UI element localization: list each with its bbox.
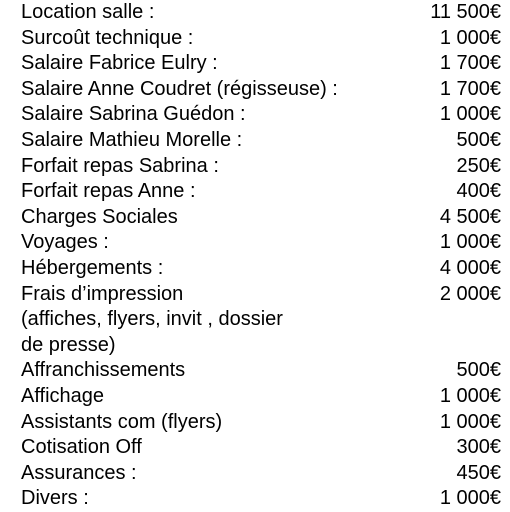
budget-row [0, 77, 510, 103]
item-amount: 450€ [456, 461, 501, 484]
item-label: Salaire Mathieu Morelle : [21, 129, 243, 151]
item-label: Cotisation Off [21, 436, 142, 459]
budget-row-continuation [0, 307, 510, 333]
budget-row [0, 486, 510, 512]
item-label: Forfait repas Anne : [21, 180, 196, 203]
budget-row [0, 179, 510, 205]
item-amount: 1 000€ [439, 410, 501, 433]
item-amount: 4 500€ [439, 205, 501, 228]
budget-row [0, 51, 510, 77]
item-amount: 2 000€ [439, 282, 501, 305]
item-label: Forfait repas Sabrina : [21, 154, 219, 177]
budget-row [0, 154, 510, 180]
item-label: Location salle : [21, 1, 155, 23]
item-label: Affichage [21, 385, 105, 407]
item-label: de presse) [21, 333, 116, 356]
item-label: Frais d’impression [21, 282, 184, 305]
item-label: (affiches, flyers, invit , dossier [21, 308, 283, 331]
item-amount: 1 000€ [439, 231, 501, 254]
item-amount: 1 000€ [439, 26, 501, 49]
item-amount: 500€ [456, 129, 501, 151]
item-amount: 400€ [456, 180, 501, 203]
budget-row [0, 282, 510, 308]
budget-row-continuation [0, 333, 510, 359]
item-amount: 1 000€ [439, 487, 501, 510]
item-label: Salaire Sabrina Guédon : [21, 103, 246, 126]
item-label: Hébergements : [21, 257, 164, 279]
budget-row [0, 256, 510, 282]
item-amount: 500€ [456, 359, 501, 382]
budget-row [0, 26, 510, 52]
item-label: Salaire Anne Coudret (régisseuse) : [21, 77, 338, 100]
budget-row [0, 128, 510, 154]
budget-row [0, 435, 510, 461]
item-label: Affranchissements [21, 359, 186, 382]
item-label: Salaire Fabrice Eulry : [21, 52, 218, 75]
item-amount: 300€ [456, 436, 501, 459]
item-label: Voyages : [21, 231, 109, 254]
item-amount: 1 000€ [439, 103, 501, 126]
budget-row [0, 358, 510, 384]
budget-row [0, 384, 510, 410]
item-label: Assurances : [21, 461, 137, 484]
item-label: Assistants com (flyers) [21, 410, 223, 433]
budget-row [0, 230, 510, 256]
item-amount: 250€ [456, 154, 501, 177]
budget-row [0, 0, 510, 26]
item-amount: 1 700€ [439, 77, 501, 100]
budget-row [0, 205, 510, 231]
budget-row [0, 461, 510, 487]
budget-row [0, 410, 510, 436]
item-amount: 11 500€ [430, 1, 501, 23]
budget-row [0, 102, 510, 128]
item-label: Charges Sociales [21, 205, 178, 228]
item-amount: 1 000€ [439, 385, 501, 407]
item-amount: 1 700€ [439, 52, 501, 75]
item-label: Divers : [21, 487, 89, 510]
item-amount: 4 000€ [439, 257, 501, 279]
item-label: Surcoût technique : [21, 26, 194, 49]
